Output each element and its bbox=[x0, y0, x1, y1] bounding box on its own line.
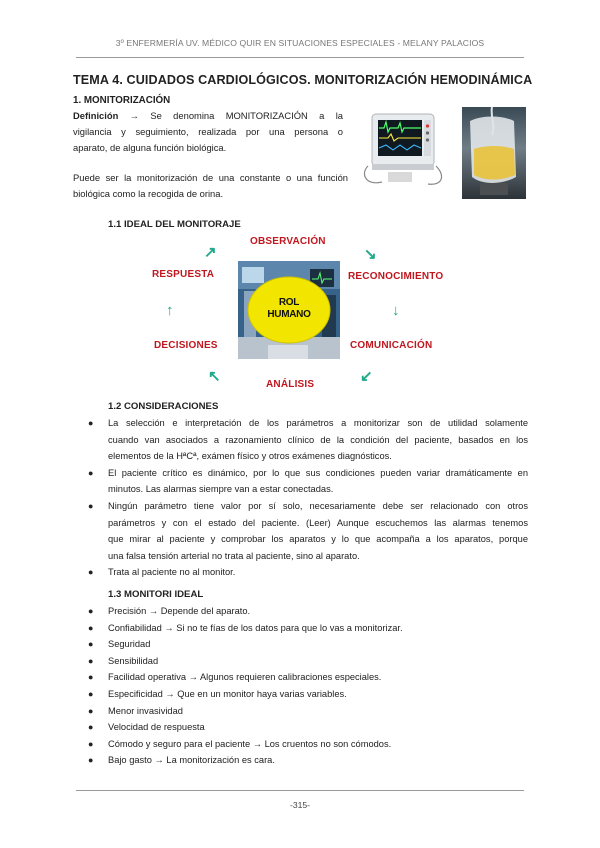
list-item: ● Confiabilidad → Si no te fías de los datos para que lo vas a monitorizar. bbox=[88, 622, 403, 633]
list-item: ● Especificidad → Que en un monitor haya varias variables. bbox=[88, 688, 347, 699]
list-item: ● Seguridad bbox=[88, 639, 151, 650]
label-decisiones: DECISIONES bbox=[154, 340, 218, 351]
section-1-heading: 1. MONITORIZACIÓN bbox=[73, 95, 171, 106]
page-header: 3º ENFERMERÍA UV. MÉDICO QUIR EN SITUACIONES ESPECIALES - MELANY PALACIOS bbox=[115, 38, 485, 48]
considerations-list bbox=[88, 415, 528, 581]
label-observacion: OBSERVACIÓN bbox=[250, 236, 326, 247]
list-item: ● Facilidad operativa → Algunos requieren calibraciones especiales. bbox=[88, 672, 382, 683]
label-analisis: ANÁLISIS bbox=[266, 379, 315, 390]
list-item: ● Trata al paciente no al monitor. bbox=[88, 567, 236, 578]
arrow-icon: ↙ bbox=[360, 368, 373, 385]
page-number: -315- bbox=[289, 800, 311, 810]
urine-bag-photo bbox=[462, 107, 526, 199]
list-item: ● Bajo gasto → La monitorización es cara. bbox=[88, 755, 275, 766]
constant-paragraph: Puede ser la monitorización de una constante o una función biológica como la recogida de orina. bbox=[73, 172, 348, 199]
definition-paragraph: Definición → Se denomina MONITORIZACIÓN a la vigilancia y seguimiento, realizada por una persona o aparato, de alguna función biológica. bbox=[73, 110, 344, 153]
definition-label: Definición bbox=[73, 110, 119, 121]
arrow-icon: ↓ bbox=[392, 302, 400, 319]
monitoring-cycle-diagram bbox=[146, 231, 446, 395]
page-title: TEMA 4. CUIDADOS CARDIOLÓGICOS. MONITORIZACIÓN HEMODINÁMICA bbox=[73, 73, 533, 87]
arrow-icon: ↑ bbox=[166, 302, 174, 319]
list-item: ● Precisión → Depende del aparato. bbox=[88, 606, 251, 616]
arrow-icon: ↘ bbox=[364, 246, 377, 263]
header-divider bbox=[76, 57, 524, 58]
section-1-3-heading: 1.3 MONITORI IDEAL bbox=[108, 589, 204, 600]
section-1-1-heading: 1.1 IDEAL DEL MONITORAJE bbox=[108, 219, 241, 230]
monitor-photo bbox=[358, 108, 454, 190]
footer-divider bbox=[76, 790, 524, 791]
list-item: ● La selección e interpretación de los parámetros a monitorizar son de utilidad solamente cuando van asociados a razonamiento clínico de la condición del paciente, basados en los elementos de la HªCª, exámen físico y otros exámenes diagnósticos. bbox=[88, 418, 528, 462]
section-1-2-heading: 1.2 CONSIDERACIONES bbox=[108, 401, 219, 412]
list-item: ● Cómodo y seguro para el paciente → Los cruentos no son cómodos. bbox=[88, 738, 392, 749]
ideal-monitor-list bbox=[88, 603, 528, 769]
rol-humano-text: ROL HUMANO bbox=[267, 297, 311, 320]
list-item: ● Velocidad de respuesta bbox=[88, 722, 205, 733]
label-reconocimiento: RECONOCIMIENTO bbox=[348, 271, 444, 282]
list-item: ● Sensibilidad bbox=[88, 655, 159, 666]
label-respuesta: RESPUESTA bbox=[152, 269, 215, 280]
arrow-icon: ↖ bbox=[208, 368, 221, 385]
label-comunicacion: COMUNICACIÓN bbox=[350, 340, 433, 351]
list-item: ● Menor invasividad bbox=[88, 705, 183, 716]
arrow-icon: ↗ bbox=[204, 244, 217, 261]
list-item: ● El paciente crítico es dinámico, por lo que sus condiciones pueden variar dramáticamente en minutos. Las alarmas siempre van a estar conectadas. bbox=[88, 467, 528, 495]
list-item: ● Ningún parámetro tiene valor por sí solo, necesariamente debe ser relacionado con otros parámetros y con el estado del paciente. (Leer) Aunque escuchemos las alarmas tenemos que mirar al paciente y comprobar los aparatos y lo que acompaña a los aparatos, porque una falsa tensión arterial no trata al paciente, sino al aparato. bbox=[88, 500, 528, 561]
